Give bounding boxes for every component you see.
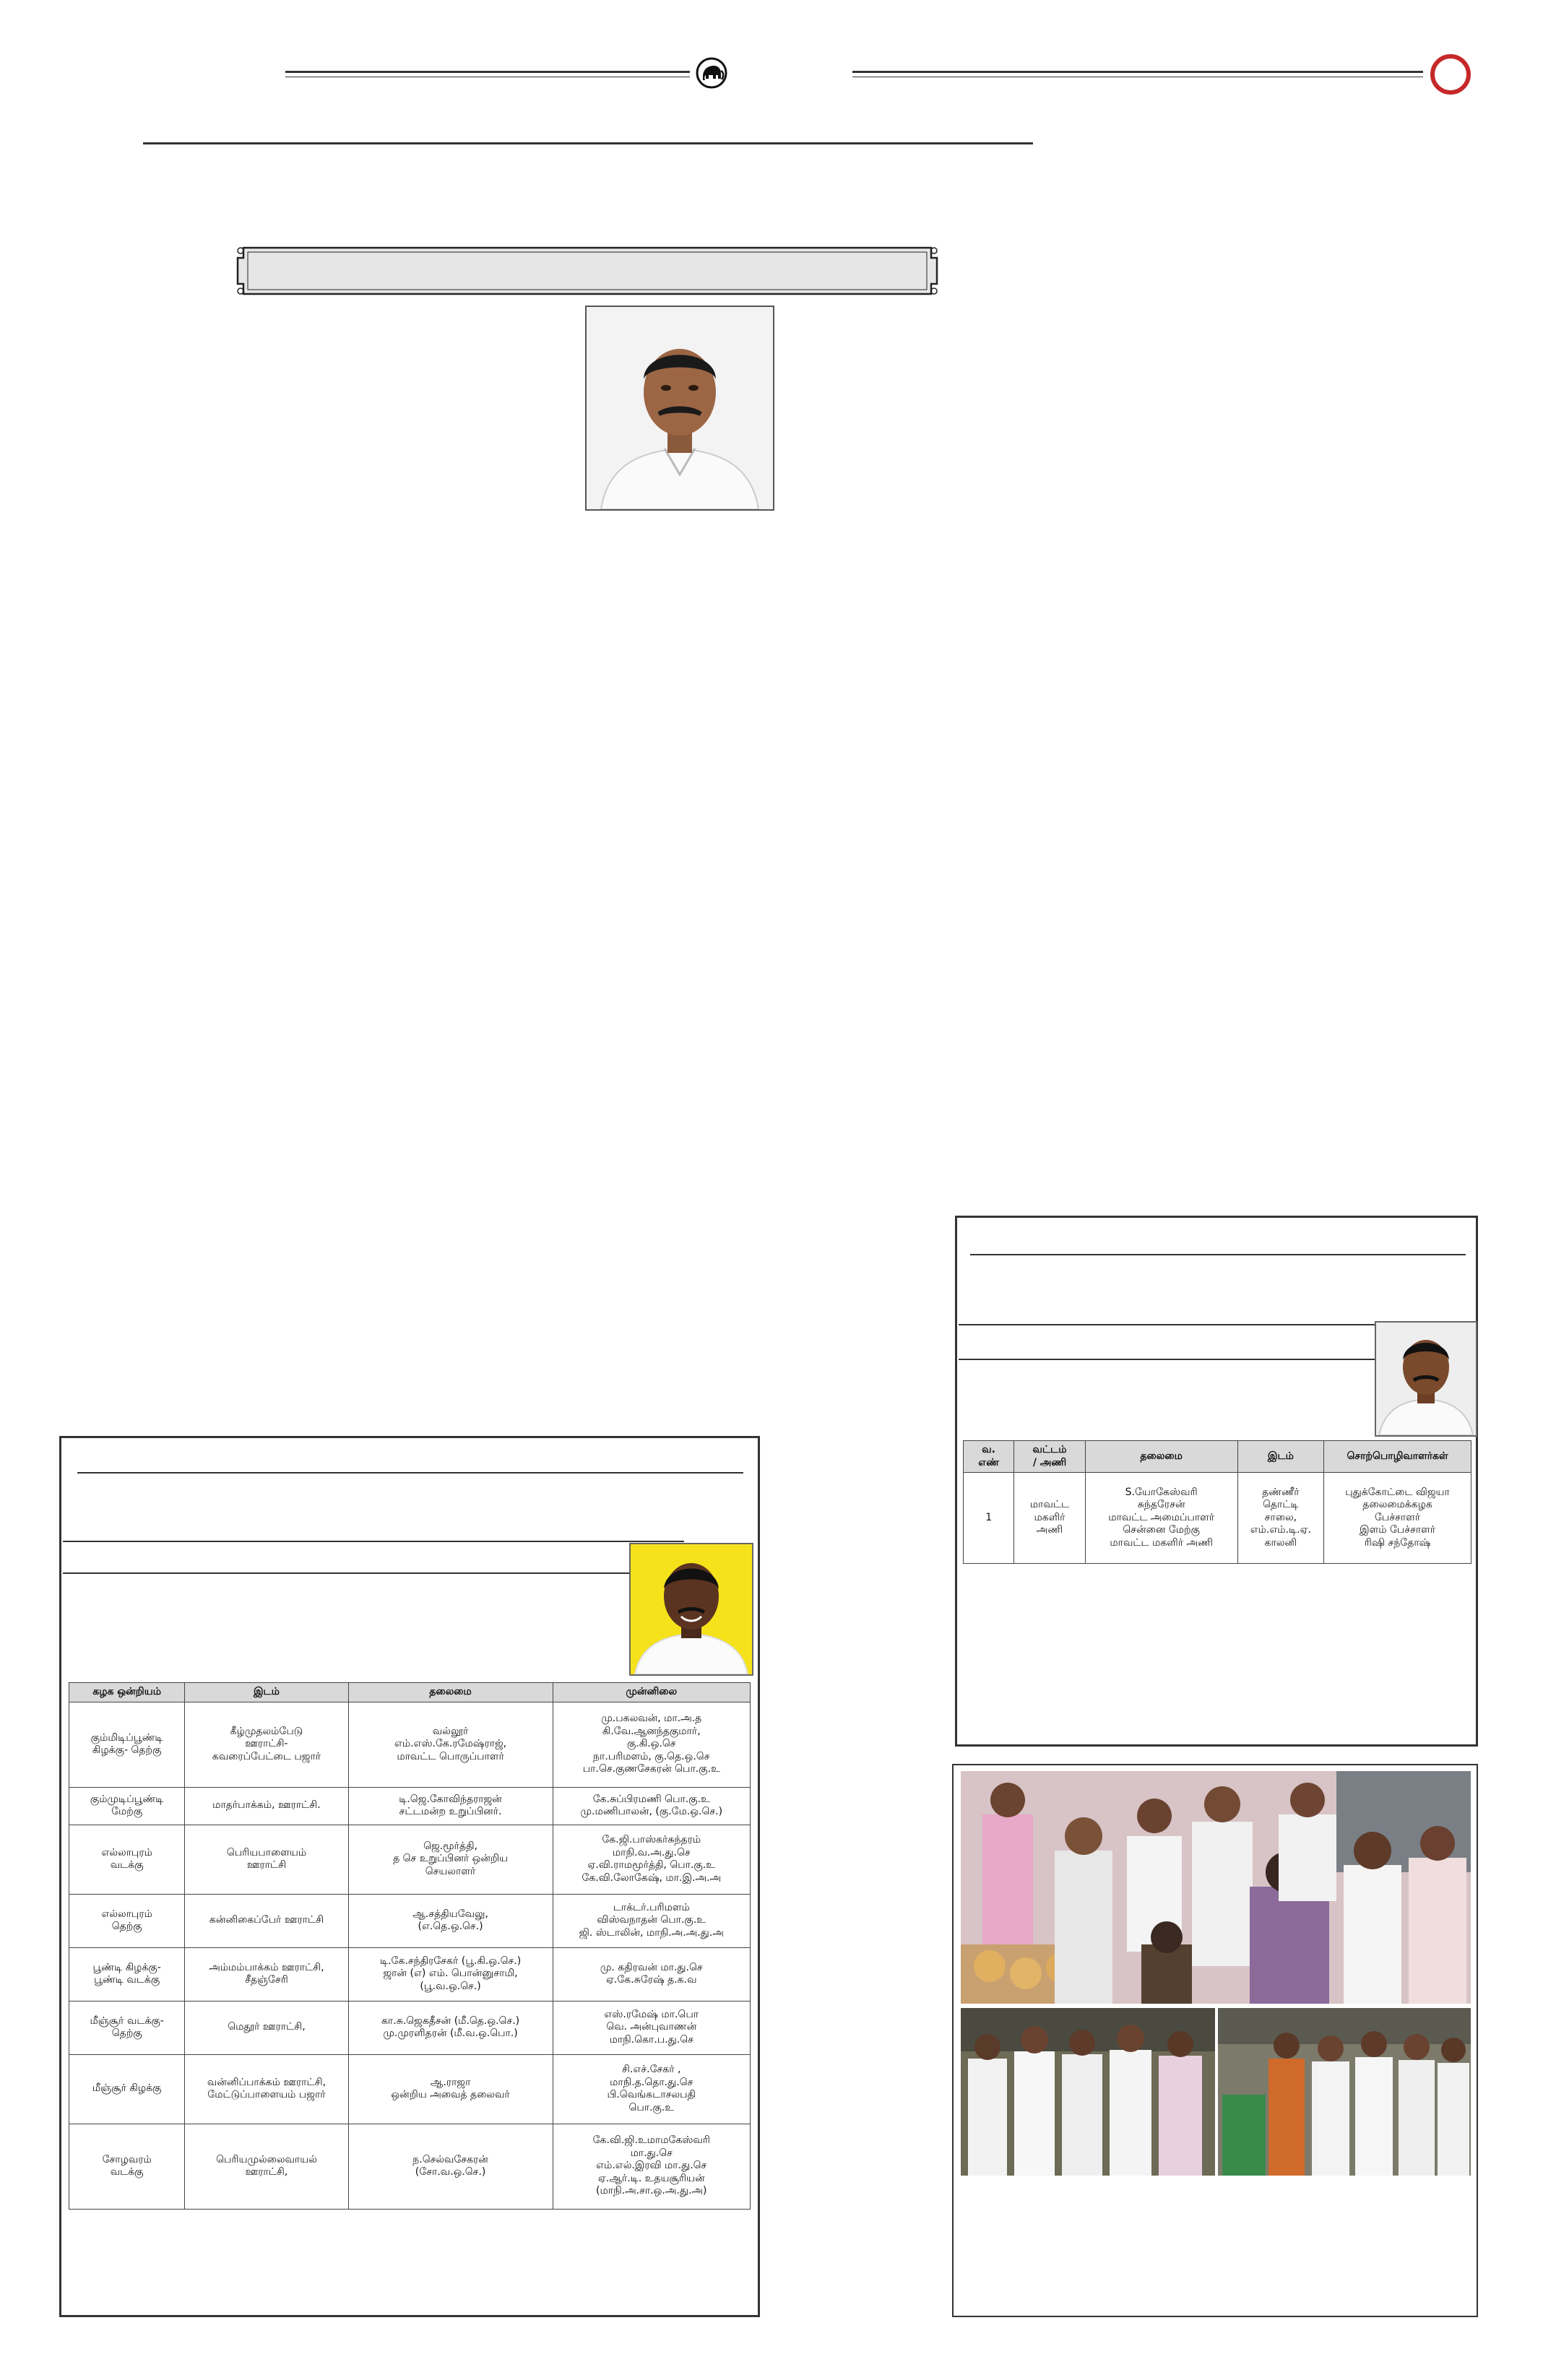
table-cell: ஜெ.மூர்த்தி, த செ உறுப்பினர் ஒன்றிய செயலாளர் [348, 1825, 553, 1894]
table-row [69, 2001, 751, 2054]
right-info-box [955, 1216, 1478, 1747]
headline-underline [143, 142, 1033, 144]
right-table-wrap [963, 1440, 1471, 1564]
table-cell: மு.பகலவன், மா.அ.த கி.வே.ஆனந்தகுமார், கு.கி.ஒ.செ நா.பரிமளம், கு.தெ.ஒ.செ பா.செ.குணசேகரன் பொ.கு.உ [553, 1702, 751, 1787]
table-cell: சி.எச்.சேகர் , மாநி.த.தொ.து.செ பி.வெங்கடாசலபதி பொ.கு.உ [553, 2054, 751, 2124]
table-row [964, 1473, 1471, 1564]
elephant-emblem-icon [695, 56, 728, 90]
photo-event-distribution [961, 1771, 1471, 2004]
left-table-header: கழக ஒன்றியம் [69, 1683, 185, 1702]
table-cell: எல்லாபுரம் வடக்கு [69, 1825, 185, 1894]
table-cell: தண்ணீர் தொட்டி சாலை, எம்.எம்.டி.ஏ. காலனி [1237, 1473, 1324, 1564]
table-row [69, 2054, 751, 2124]
right-table-header: சொற்பொழிவாளர்கள் [1324, 1441, 1471, 1473]
table-cell: மீஞ்சூர் வடக்கு- தெற்கு [69, 2001, 185, 2054]
table-cell: கும்மிடிப்பூண்டி கிழக்கு- தெற்கு [69, 1702, 185, 1787]
table-cell: மெதூர் ஊராட்சி, [185, 2001, 348, 2054]
portrait-top [585, 306, 774, 511]
table-cell: டாக்டர்.பரிமளம் விஸ்வநாதன் பொ.கு.உ ஜி. ஸ்டாலின், மாநி.அ.அ.து.அ [553, 1894, 751, 1947]
table-cell: பூண்டி கிழக்கு- பூண்டி வடக்கு [69, 1947, 185, 2001]
table-cell: எஸ்.ரமேஷ் மா.பொ வெ. அன்புவாணன் மாநி.கொ.ப.து.செ [553, 2001, 751, 2054]
photo-collage-box [952, 1764, 1478, 2317]
table-cell: மாதர்பாக்கம், ஊராட்சி. [185, 1787, 348, 1825]
table-cell: பெரியமுல்லைவாயல் ஊராட்சி, [185, 2124, 348, 2209]
table-row [69, 1825, 751, 1894]
table-cell: ஆ.ராஜா ஒன்றிய அவைத் தலைவர் [348, 2054, 553, 2124]
right-table-header-row [964, 1441, 1471, 1473]
table-cell: கா.சு.ஜெகதீசன் (மீ.தெ.ஒ.செ.) மு.முரளிதரன் (மீ.வ.ஒ.பொ.) [348, 2001, 553, 2054]
right-table-header: தலைமை [1085, 1441, 1237, 1473]
table-cell: அம்மம்பாக்கம் ஊராட்சி, சீதஞ்சேரி [185, 1947, 348, 2001]
left-info-box [59, 1436, 760, 2317]
table-cell: புதுக்கோட்டை விஜயா தலைமைக்கழக பேச்சாளர் இளம் பேச்சாளர் ரிஷி சந்தோஷ் [1324, 1473, 1471, 1564]
table-row [69, 1702, 751, 1787]
table-cell: கீழ்முதலம்பேடு ஊராட்சி- கவரைப்பேட்டை பஜார் [185, 1702, 348, 1787]
masthead-rule-left [285, 71, 690, 73]
table-row [69, 1894, 751, 1947]
table-cell: 1 [964, 1473, 1014, 1564]
table-cell: மு. கதிரவன் மா.து.செ ஏ.கே.சுரேஷ் த.க.வ [553, 1947, 751, 2001]
right-box-rule [970, 1254, 1466, 1255]
table-cell: S.யோகேஸ்வரி சுந்தரேசன் மாவட்ட அமைப்பாளர் சென்னை மேற்கு மாவட்ட மகளிர் அணி [1085, 1473, 1237, 1564]
masthead-rule-right [852, 71, 1423, 73]
table-cell: கும்முடிப்பூண்டி மேற்கு [69, 1787, 185, 1825]
table-cell: டி.கே.சந்திரசேகர் (பூ.கி.ஒ.செ.) ஜான் (எ) எம். பொன்னுசாமி, (பூ.வ.ஒ.செ.) [348, 1947, 553, 2001]
table-cell: கன்னிகைப்பேர் ஊராட்சி [185, 1894, 348, 1947]
table-cell: கே.வி.ஜி.உமாமகேஸ்வரி மா.து.செ எம்.எல்.இரவி மா.து.செ ஏ.ஆர்.டி. உதயசூரியன் (மாநி.அ.சா.ஒ.அ.து.அ) [553, 2124, 751, 2209]
left-table-header: முன்னிலை [553, 1683, 751, 1702]
photo-group-standing-right [1218, 2008, 1471, 2176]
left-table-header: தலைமை [348, 1683, 553, 1702]
table-cell: மீஞ்சூர் கிழக்கு [69, 2054, 185, 2124]
table-cell: வன்னிப்பாக்கம் ஊராட்சி, மேட்டுப்பாளையம் பஜார் [185, 2054, 348, 2124]
table-cell: ஆ.சத்தியவேலு, (எ.தெ.ஒ.செ.) [348, 1894, 553, 1947]
table-cell: வல்லூர் எம்.எஸ்.கே.ரமேஷ்ராஜ், மாவட்ட பொருப்பாளர் [348, 1702, 553, 1787]
right-table [963, 1440, 1471, 1564]
table-cell: எல்லாபுரம் தெற்கு [69, 1894, 185, 1947]
left-table-wrap [69, 1682, 751, 2210]
right-table-header: வ. எண் [964, 1441, 1014, 1473]
photo-group-standing-left [961, 2008, 1215, 2176]
table-cell: கே.சுப்பிரமணி பொ.கு.உ மு.மணிபாலன், (கு.மே.ஒ.செ.) [553, 1787, 751, 1825]
table-row [69, 2124, 751, 2209]
portrait-right-box [1375, 1321, 1477, 1437]
page-number-badge [1430, 54, 1471, 95]
left-table-header-row [69, 1683, 751, 1702]
right-table-header: இடம் [1237, 1441, 1324, 1473]
table-cell: சோழவரம் வடக்கு [69, 2124, 185, 2209]
left-box-subhead-bar [63, 1541, 684, 1574]
right-box-subhead-bar [959, 1324, 1375, 1360]
table-cell: மாவட்ட மகளிர் அணி [1014, 1473, 1085, 1564]
section-banner [233, 242, 941, 300]
table-row [69, 1947, 751, 2001]
table-cell: பெரியபாளையம் ஊராட்சி [185, 1825, 348, 1894]
right-table-header: வட்டம் / அணி [1014, 1441, 1085, 1473]
left-table-header: இடம் [185, 1683, 348, 1702]
table-cell: கே.ஜி.பாஸ்கர்சுந்தரம் மாநி.வ.அ.து.செ ஏ.வி.ராமமூர்த்தி, பொ.கு.உ கே.வி.லோகேஷ், மா.இ.அ.அ [553, 1825, 751, 1894]
portrait-left-box [629, 1543, 753, 1676]
table-row [69, 1787, 751, 1825]
left-box-rule [77, 1472, 743, 1474]
left-table [69, 1682, 751, 2210]
table-cell: ந.செல்வசேகரன் (சோ.வ.ஒ.செ.) [348, 2124, 553, 2209]
table-cell: டி.ஜெ.கோவிந்தராஜன் சட்டமன்ற உறுப்பினர். [348, 1787, 553, 1825]
